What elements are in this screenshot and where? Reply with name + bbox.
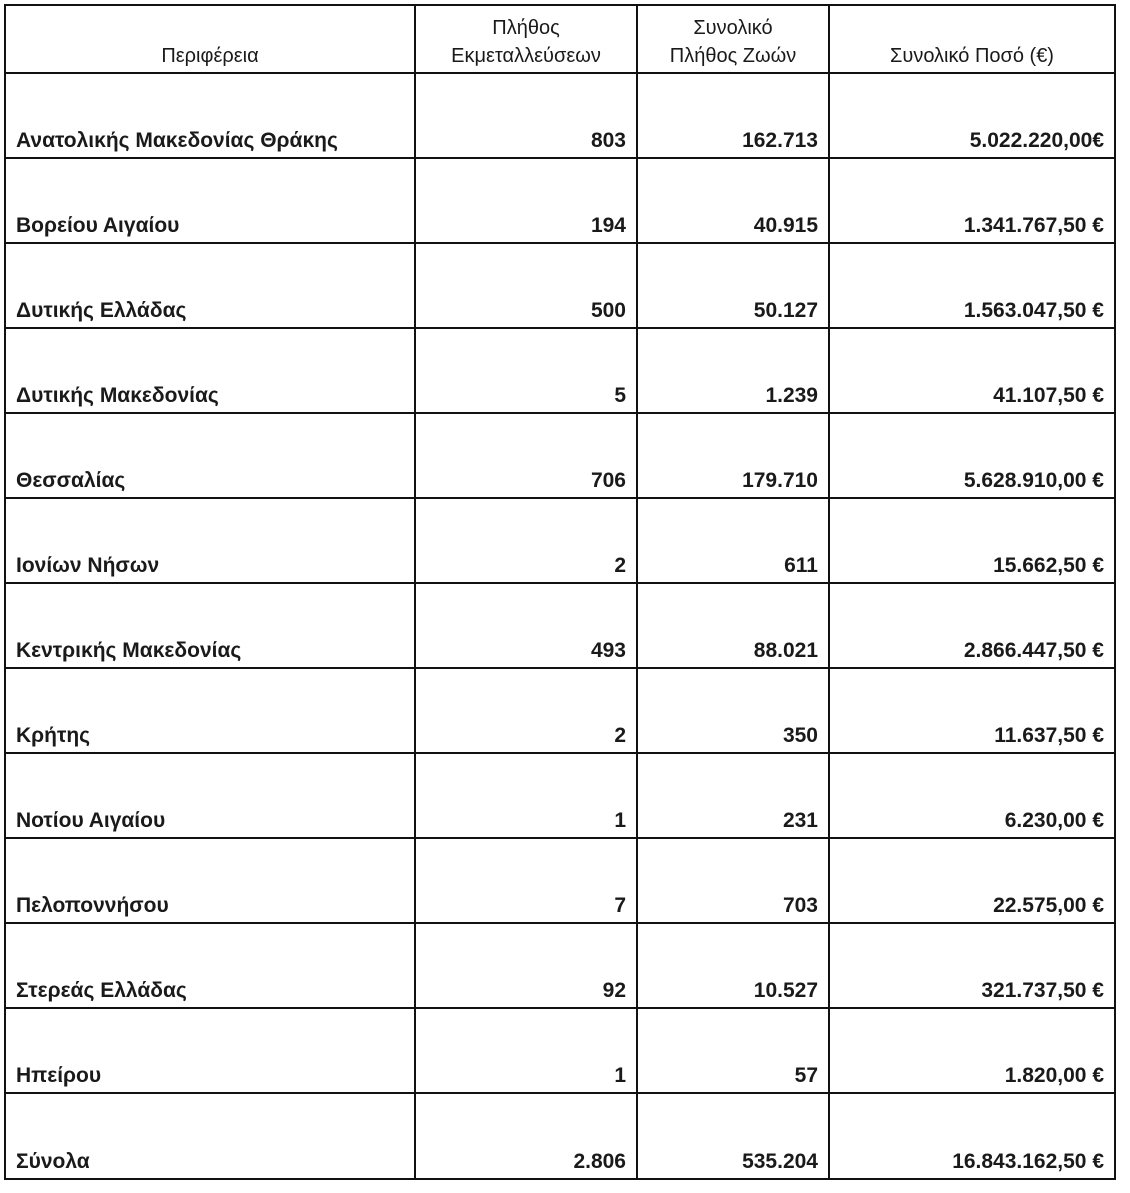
cell-region: Δυτικής Μακεδονίας xyxy=(5,328,415,413)
regional-statistics-table xyxy=(4,4,1116,1180)
cell-farms: 803 xyxy=(415,73,637,158)
table-row xyxy=(5,753,1115,838)
header-row xyxy=(5,5,1115,73)
cell-amount: 22.575,00 € xyxy=(829,838,1115,923)
table-row xyxy=(5,923,1115,1008)
cell-farms: 1 xyxy=(415,1008,637,1093)
cell-region: Κρήτης xyxy=(5,668,415,753)
cell-animals: 50.127 xyxy=(637,243,829,328)
header-region-label: Περιφέρεια xyxy=(161,45,259,67)
header-farms-line2: Εκμεταλλεύσεων xyxy=(451,45,601,67)
cell-farms: 493 xyxy=(415,583,637,668)
cell-amount: 5.628.910,00 € xyxy=(829,413,1115,498)
cell-amount: 11.637,50 € xyxy=(829,668,1115,753)
cell-animals: 88.021 xyxy=(637,583,829,668)
table-row xyxy=(5,498,1115,583)
table-row xyxy=(5,243,1115,328)
cell-amount: 1.563.047,50 € xyxy=(829,243,1115,328)
cell-farms: 2 xyxy=(415,668,637,753)
cell-animals: 350 xyxy=(637,668,829,753)
cell-amount: 321.737,50 € xyxy=(829,923,1115,1008)
cell-animals: 179.710 xyxy=(637,413,829,498)
cell-animals: 57 xyxy=(637,1008,829,1093)
cell-farms: 5 xyxy=(415,328,637,413)
cell-animals: 162.713 xyxy=(637,73,829,158)
cell-region: Βορείου Αιγαίου xyxy=(5,158,415,243)
table-body xyxy=(5,73,1115,1179)
header-farms-line1: Πλήθος xyxy=(492,17,560,39)
cell-animals: 40.915 xyxy=(637,158,829,243)
cell-region: Στερεάς Ελλάδας xyxy=(5,923,415,1008)
cell-animals: 10.527 xyxy=(637,923,829,1008)
cell-region: Δυτικής Ελλάδας xyxy=(5,243,415,328)
cell-animals: 1.239 xyxy=(637,328,829,413)
header-amount xyxy=(829,5,1115,73)
totals-farms: 2.806 xyxy=(415,1093,637,1179)
cell-region: Κεντρικής Μακεδονίας xyxy=(5,583,415,668)
cell-farms: 2 xyxy=(415,498,637,583)
cell-animals: 703 xyxy=(637,838,829,923)
header-animals-line2: Πλήθος Ζωών xyxy=(669,45,797,67)
cell-region: Ιονίων Νήσων xyxy=(5,498,415,583)
table-row xyxy=(5,1008,1115,1093)
cell-amount: 15.662,50 € xyxy=(829,498,1115,583)
cell-region: Νοτίου Αιγαίου xyxy=(5,753,415,838)
cell-amount: 6.230,00 € xyxy=(829,753,1115,838)
cell-amount: 1.341.767,50 € xyxy=(829,158,1115,243)
table-row xyxy=(5,158,1115,243)
cell-amount: 5.022.220,00€ xyxy=(829,73,1115,158)
totals-label: Σύνολα xyxy=(5,1093,415,1179)
header-amount-label: Συνολικό Ποσό (€) xyxy=(890,45,1054,67)
table-row xyxy=(5,583,1115,668)
cell-region: Πελοποννήσου xyxy=(5,838,415,923)
table-header xyxy=(5,5,1115,73)
header-animals-line1: Συνολικό xyxy=(693,17,773,39)
document-frame xyxy=(4,4,1114,1180)
cell-farms: 706 xyxy=(415,413,637,498)
cell-region: Θεσσαλίας xyxy=(5,413,415,498)
cell-farms: 500 xyxy=(415,243,637,328)
header-farms xyxy=(415,5,637,73)
header-region xyxy=(5,5,415,73)
totals-animals: 535.204 xyxy=(637,1093,829,1179)
cell-region: Ηπείρου xyxy=(5,1008,415,1093)
cell-farms: 92 xyxy=(415,923,637,1008)
table-row xyxy=(5,838,1115,923)
table-row xyxy=(5,73,1115,158)
cell-amount: 2.866.447,50 € xyxy=(829,583,1115,668)
totals-row xyxy=(5,1093,1115,1179)
table-row xyxy=(5,668,1115,753)
cell-animals: 611 xyxy=(637,498,829,583)
table-row xyxy=(5,413,1115,498)
cell-farms: 1 xyxy=(415,753,637,838)
table-row xyxy=(5,328,1115,413)
cell-amount: 1.820,00 € xyxy=(829,1008,1115,1093)
header-animals xyxy=(637,5,829,73)
cell-region: Ανατολικής Μακεδονίας Θράκης xyxy=(5,73,415,158)
cell-farms: 7 xyxy=(415,838,637,923)
cell-amount: 41.107,50 € xyxy=(829,328,1115,413)
cell-farms: 194 xyxy=(415,158,637,243)
totals-amount: 16.843.162,50 € xyxy=(829,1093,1115,1179)
cell-animals: 231 xyxy=(637,753,829,838)
